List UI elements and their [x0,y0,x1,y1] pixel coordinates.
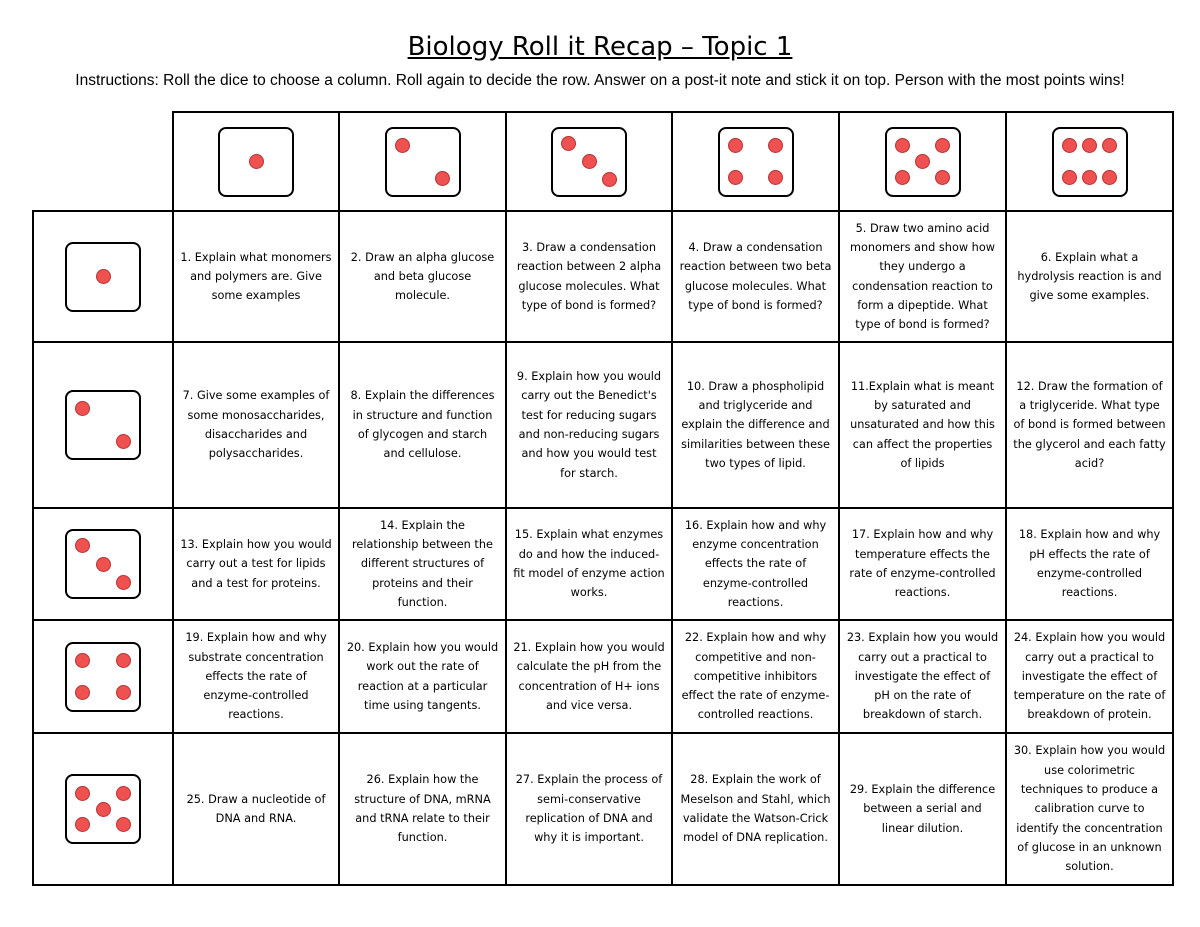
question-cell [172,210,340,343]
question-text: 29. Explain the difference between a serial and linear dilution. [849,783,996,835]
question-cell [338,210,507,343]
die-face-4-icon [65,642,141,712]
question-text: 3. Draw a condensation reaction between 2 alpha glucose molecules. What type of bond is formed? [516,240,662,312]
question-cell [338,507,507,621]
question-text: 20. Explain how you would work out the rate of reaction at a particular time using tangents. [346,640,499,712]
column-header-cell [671,111,840,212]
question-text: 19. Explain how and why substrate concentration effects the rate of enzyme-controlled reactions. [185,631,327,722]
question-cell [671,732,840,886]
question-text: 9. Explain how you would carry out the Benedict's test for reducing sugars and non-reducing sugars and how you would test for starch. [516,370,662,480]
die-pip [935,138,950,153]
die-pip [116,786,131,801]
die-pip [96,557,111,572]
question-cell [505,210,673,343]
die-pip [249,154,264,169]
question-text: 28. Explain the work of Meselson and Stahl, which validate the Watson-Crick model of DNA replication. [680,773,831,845]
question-cell [838,619,1007,734]
question-text: 18. Explain how and why pH effects the rate of enzyme-controlled reactions. [1018,528,1161,600]
question-text: 10. Draw a phospholipid and triglyceride and explain the difference and similarities between these two types of lipid. [681,379,830,470]
question-text: 1. Explain what monomers and polymers are. Give some examples [180,250,332,303]
die-pip [1082,170,1097,185]
die-pip [75,817,90,832]
die-pip [728,170,743,185]
question-text: 16. Explain how and why enzyme concentration effects the rate of enzyme-controlled reactions. [684,518,827,609]
column-header-cell [172,111,340,212]
die-pip [935,170,950,185]
die-pip [1062,170,1077,185]
question-text: 13. Explain how you would carry out a test for lipids and a test for proteins. [180,538,332,590]
die-pip [75,538,90,553]
die-pip [768,138,783,153]
die-face-5-icon [885,127,961,197]
question-cell [338,341,507,509]
question-text: 21. Explain how you would calculate the pH from the concentration of H+ ions and vice versa. [513,640,665,712]
question-text: 23. Explain how you would carry out a practical to investigate the effect of pH on the rate of breakdown of starch. [846,631,999,722]
question-cell [505,507,673,621]
die-face-5-icon [65,774,141,844]
die-face-6-icon [1052,127,1128,197]
die-face-1-icon [65,242,141,312]
die-pip [75,685,90,700]
question-cell [671,341,840,509]
question-cell [671,507,840,621]
column-header-cell [1005,111,1174,212]
row-header-cell [32,507,174,621]
die-pip [1102,170,1117,185]
question-cell [1005,507,1174,621]
die-pip [728,138,743,153]
question-cell [172,507,340,621]
question-text: 4. Draw a condensation reaction between two beta glucose molecules. What type of bond is formed? [679,240,832,312]
die-pip [395,138,410,153]
die-face-2-icon [385,127,461,197]
question-cell [1005,341,1174,509]
die-pip [1102,138,1117,153]
die-pip [96,269,111,284]
question-text: 22. Explain how and why competitive and non-competitive inhibitors effect the rate of enzyme-controlled reactions. [681,631,830,722]
question-text: 30. Explain how you would use colorimetric techniques to produce a calibration curve to identify the concentration of glucose in an unknown solution. [1013,744,1166,874]
die-pip [435,171,450,186]
die-face-2-icon [65,390,141,460]
question-cell [505,341,673,509]
page-title: Biology Roll it Recap – Topic 1 [407,32,793,62]
question-cell [671,619,840,734]
column-header-cell [505,111,673,212]
column-header-cell [338,111,507,212]
question-cell [1005,210,1174,343]
question-cell [1005,732,1174,886]
die-pip [582,154,597,169]
column-header-cell [838,111,1007,212]
question-cell [838,210,1007,343]
question-text: 7. Give some examples of some monosaccharides, disaccharides and polysaccharides. [182,389,330,461]
question-cell [671,210,840,343]
die-pip [768,170,783,185]
row-header-cell [32,210,174,343]
die-pip [116,653,131,668]
die-pip [895,170,910,185]
die-pip [116,575,131,590]
die-pip [561,136,576,151]
question-text: 2. Draw an alpha glucose and beta glucose molecule. [350,250,495,303]
question-cell [838,507,1007,621]
question-cell [338,619,507,734]
question-text: 26. Explain how the structure of DNA, mRNA and tRNA relate to their function. [354,773,491,845]
die-face-4-icon [718,127,794,197]
row-header-cell [32,619,174,734]
question-text: 25. Draw a nucleotide of DNA and RNA. [186,792,326,825]
question-cell [172,619,340,734]
question-cell [505,619,673,734]
question-text: 12. Draw the formation of a triglyceride. What type of bond is formed between the glycerol and each fatty acid? [1013,379,1166,470]
row-header-cell [32,341,174,509]
row-header-cell [32,732,174,886]
question-cell [838,732,1007,886]
question-text: 6. Explain what a hydrolysis reaction is and give some examples. [1017,250,1162,303]
die-pip [915,154,930,169]
die-face-3-icon [551,127,627,197]
question-cell [172,732,340,886]
die-face-3-icon [65,529,141,599]
question-text: 24. Explain how you would carry out a practical to investigate the effect of temperature on the rate of breakdown of protein. [1013,631,1166,722]
die-pip [1062,138,1077,153]
question-text: 27. Explain the process of semi-conservative replication of DNA and why it is important. [515,773,663,845]
instructions-text: Instructions: Roll the dice to choose a column. Roll again to decide the row. Answer on a post-it note and stick it on top. Person with the most points wins! [75,72,1125,89]
die-pip [96,802,111,817]
question-cell [505,732,673,886]
die-pip [602,172,617,187]
die-pip [895,138,910,153]
question-text: 5. Draw two amino acid monomers and show how they undergo a condensation reaction to form a dipeptide. What type of bond is formed? [849,221,995,332]
question-text: 8. Explain the differences in structure and function of glycogen and starch and cellulose. [350,389,495,461]
die-pip [75,401,90,416]
die-pip [116,817,131,832]
die-pip [116,685,131,700]
die-pip [75,786,90,801]
die-pip [75,653,90,668]
question-cell [838,341,1007,509]
question-cell [1005,619,1174,734]
question-text: 11.Explain what is meant by saturated and unsaturated and how this can affect the properties of lipids [850,379,995,470]
die-pip [1082,138,1097,153]
question-text: 15. Explain what enzymes do and how the induced-fit model of enzyme action works. [513,528,665,600]
die-face-1-icon [218,127,294,197]
question-cell [172,341,340,509]
question-text: 17. Explain how and why temperature effects the rate of enzyme-controlled reactions. [849,528,996,600]
question-cell [338,732,507,886]
die-pip [116,434,131,449]
question-text: 14. Explain the relationship between the different structures of proteins and their function. [352,518,493,609]
